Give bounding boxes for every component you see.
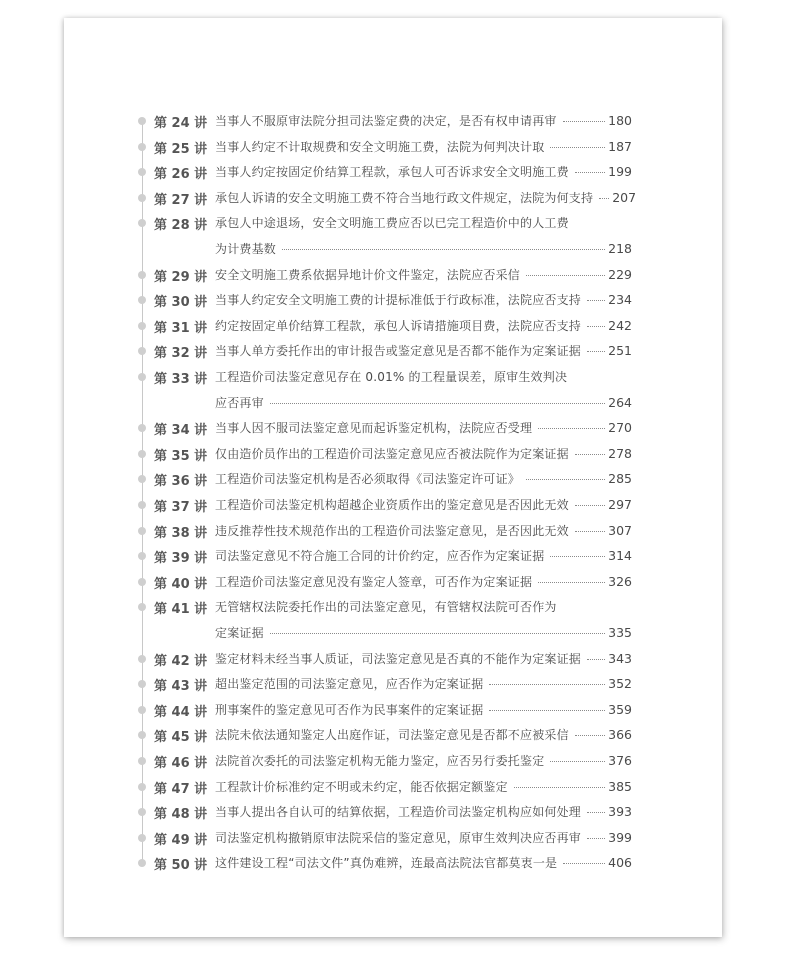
toc-entry[interactable] [64, 340, 722, 362]
dot-leader [526, 274, 605, 276]
lecture-number: 第 24 讲 [154, 116, 208, 131]
toc-entry[interactable] [64, 801, 722, 823]
dot-leader [587, 325, 605, 327]
timeline-dot-icon [138, 322, 146, 330]
lecture-title: 无管辖权法院委托作出的司法鉴定意见，有管辖权法院可否作为 [215, 600, 557, 615]
toc-entry[interactable] [64, 366, 722, 388]
timeline-dot-icon [138, 475, 146, 483]
toc-entry[interactable] [64, 776, 722, 798]
lecture-number: 第 26 讲 [154, 167, 208, 183]
lecture-title: 司法鉴定意见不符合施工合同的计价约定，应否作为定案证据 [215, 549, 545, 564]
page-number: 326 [608, 573, 632, 589]
page-number: 251 [608, 343, 632, 359]
timeline-dot-icon [138, 757, 146, 765]
page-number: 393 [608, 804, 632, 820]
lecture-title: 安全文明施工费系依据异地计价文件鉴定，法院应否采信 [215, 267, 521, 282]
lecture-title: 超出鉴定范围的司法鉴定意见，应否作为定案证据 [215, 677, 484, 692]
lecture-title: 应否再审 [215, 395, 264, 410]
toc-line [215, 573, 632, 591]
toc-entry[interactable] [64, 315, 722, 337]
lecture-title: 为计费基数 [215, 242, 277, 256]
lecture-title: 法院首次委托的司法鉴定机构无能力鉴定，应否另行委托鉴定 [215, 754, 545, 768]
page-number: 199 [608, 164, 632, 180]
page-number: 180 [608, 113, 632, 128]
dot-leader [575, 734, 605, 736]
toc-line [215, 189, 637, 207]
timeline-dot-icon [138, 143, 146, 151]
lecture-title: 司法鉴定机构撤销原审法院采信的鉴定意见，原审生效判决应否再审 [215, 830, 582, 845]
timeline-dot-icon [138, 347, 146, 355]
timeline-dot-icon [138, 834, 146, 842]
toc-line [215, 854, 632, 872]
page-number: 242 [608, 317, 632, 333]
table-of-contents [64, 18, 722, 937]
toc-entry[interactable] [64, 264, 722, 286]
dot-leader [587, 837, 605, 839]
toc-line [215, 650, 632, 668]
lecture-title: 当事人约定安全文明施工费的计提标准低于行政标准，法院应否支持 [215, 293, 582, 308]
page-number: 385 [608, 778, 632, 794]
toc-line [215, 291, 632, 309]
timeline-dot-icon [138, 219, 146, 227]
toc-entry[interactable] [64, 827, 722, 849]
lecture-title: 当事人单方委托作出的审计报告或鉴定意见是否都不能作为定案证据 [215, 344, 582, 359]
toc-line [215, 368, 632, 386]
page-number: 218 [608, 241, 632, 256]
page-number: 376 [608, 753, 632, 768]
dot-leader [514, 786, 605, 788]
dot-leader [599, 197, 609, 199]
lecture-number: 第 40 讲 [154, 576, 208, 592]
toc-entry[interactable] [64, 136, 722, 158]
timeline-dot-icon [138, 808, 146, 816]
toc-entry[interactable] [64, 468, 722, 490]
lecture-title: 法院未依法通知鉴定人出庭作证，司法鉴定意见是否都不应被采信 [215, 728, 569, 743]
timeline-dot-icon [138, 424, 146, 432]
toc-line [215, 752, 632, 770]
lecture-title: 约定按固定单价结算工程款，承包人诉请措施项目费，法院应否支持 [215, 318, 582, 333]
page-number: 399 [608, 829, 632, 845]
toc-line [215, 445, 632, 463]
lecture-title: 当事人提出各自认可的结算依据，工程造价司法鉴定机构应如何处理 [215, 805, 582, 820]
lecture-title: 刑事案件的鉴定意见可否作为民事案件的定案证据 [215, 702, 484, 717]
toc-line [215, 138, 632, 156]
toc-entry[interactable] [64, 494, 722, 516]
page-number: 297 [608, 497, 632, 512]
toc-entry-continuation[interactable] [64, 392, 722, 414]
lecture-title: 工程造价司法鉴定意见存在 0.01% 的工程量误差，原审生效判决 [215, 370, 568, 384]
toc-entry[interactable] [64, 724, 722, 746]
toc-entry[interactable] [64, 852, 722, 874]
toc-entry[interactable] [64, 596, 722, 618]
page-number: 335 [608, 625, 632, 640]
toc-entry[interactable] [64, 673, 722, 695]
toc-entry[interactable] [64, 443, 722, 465]
dot-leader [489, 709, 605, 711]
toc-line [215, 829, 632, 847]
page-number: 187 [608, 138, 632, 154]
dot-leader [489, 683, 605, 685]
lecture-number: 第 49 讲 [154, 832, 208, 848]
toc-entry[interactable] [64, 187, 722, 209]
toc-line [215, 317, 632, 335]
dot-leader [550, 555, 605, 557]
toc-entry[interactable] [64, 417, 722, 439]
lecture-title: 承包人中途退场，安全文明施工费应否以已完工程造价中的人工费 [215, 216, 569, 231]
lecture-number: 第 46 讲 [154, 756, 208, 771]
timeline-dot-icon [138, 450, 146, 458]
timeline-dot-icon [138, 168, 146, 176]
lecture-number: 第 36 讲 [154, 474, 208, 490]
lecture-title: 违反推荐性技术规范作出的工程造价司法鉴定意见，是否因此无效 [215, 523, 569, 538]
dot-leader [587, 811, 605, 813]
dot-leader [587, 350, 605, 352]
lecture-number: 第 43 讲 [154, 679, 208, 695]
toc-line [215, 803, 632, 821]
page-number: 406 [608, 855, 632, 871]
dot-leader [526, 478, 605, 480]
timeline-dot-icon [138, 783, 146, 791]
lecture-title: 承包人诉请的安全文明施工费不符合当地行政文件规定，法院为何支持 [215, 190, 594, 205]
page-number: 307 [608, 522, 632, 538]
dot-leader [270, 632, 605, 634]
timeline-dot-icon [138, 706, 146, 714]
toc-entry[interactable] [64, 520, 722, 542]
toc-line [215, 624, 632, 642]
toc-line [215, 342, 632, 360]
lecture-number: 第 37 讲 [154, 500, 208, 515]
lecture-number: 第 38 讲 [154, 525, 208, 541]
toc-line [215, 266, 632, 284]
toc-line [215, 726, 632, 744]
timeline-dot-icon [138, 501, 146, 509]
lecture-number: 第 47 讲 [154, 781, 208, 797]
lecture-number: 第 39 讲 [154, 551, 208, 567]
dot-leader [282, 248, 605, 250]
lecture-title: 当事人约定按固定价结算工程款，承包人可否诉求安全文明施工费 [215, 165, 569, 180]
page-number: 207 [612, 189, 637, 205]
toc-line [215, 547, 632, 565]
toc-line [215, 394, 632, 412]
dot-leader [538, 581, 605, 583]
page-number: 343 [608, 650, 632, 666]
lecture-number: 第 44 讲 [154, 704, 208, 720]
toc-line [215, 214, 632, 232]
lecture-title: 仅由造价员作出的工程造价司法鉴定意见应否被法院作为定案证据 [215, 446, 569, 461]
page-number: 264 [608, 394, 632, 410]
toc-entry-continuation[interactable] [64, 238, 722, 260]
lecture-number: 第 34 讲 [154, 423, 208, 439]
lecture-number: 第 32 讲 [154, 346, 208, 362]
toc-entry[interactable] [64, 161, 722, 183]
lecture-title: 当事人不服原审法院分担司法鉴定费的决定，是否有权申请再审 [215, 114, 557, 128]
dot-leader [575, 504, 605, 506]
lecture-number: 第 25 讲 [154, 141, 208, 157]
page-number: 359 [608, 701, 632, 717]
timeline-dot-icon [138, 296, 146, 304]
lecture-title: 工程造价司法鉴定机构超越企业资质作出的鉴定意见是否因此无效 [215, 498, 569, 512]
lecture-title: 这件建设工程“司法文件”真伪难辨，连最高法院法官都莫衷一是 [215, 856, 558, 871]
page-number: 352 [608, 676, 632, 692]
timeline-dot-icon [138, 117, 146, 125]
lecture-title: 当事人因不服司法鉴定意见而起诉鉴定机构，法院应否受理 [215, 421, 533, 436]
lecture-title: 工程造价司法鉴定意见没有鉴定人签章，可否作为定案证据 [215, 574, 533, 589]
timeline-dot-icon [138, 373, 146, 381]
dot-leader [550, 146, 605, 148]
timeline-dot-icon [138, 655, 146, 663]
toc-line [215, 163, 632, 181]
timeline-dot-icon [138, 552, 146, 560]
timeline-dot-icon [138, 194, 146, 202]
dot-leader [575, 171, 605, 173]
lecture-number: 第 41 讲 [154, 602, 208, 618]
lecture-number: 第 27 讲 [154, 192, 208, 208]
lecture-number: 第 42 讲 [154, 653, 208, 669]
toc-line [215, 112, 632, 130]
toc-line [215, 675, 632, 693]
toc-entry[interactable] [64, 545, 722, 567]
lecture-number: 第 31 讲 [154, 320, 208, 336]
timeline-dot-icon [138, 271, 146, 279]
toc-line [215, 240, 632, 258]
page-number: 366 [608, 727, 632, 743]
timeline-dot-icon [138, 731, 146, 739]
dot-leader [270, 402, 605, 404]
timeline-dot-icon [138, 578, 146, 586]
toc-entry[interactable] [64, 571, 722, 593]
lecture-title: 鉴定材料未经当事人质证，司法鉴定意见是否真的不能作为定案证据 [215, 651, 582, 666]
toc-entry[interactable] [64, 648, 722, 670]
toc-line [215, 778, 632, 796]
toc-line [215, 419, 632, 437]
lecture-number: 第 30 讲 [154, 295, 208, 311]
page-number: 285 [608, 471, 632, 487]
lecture-number: 第 35 讲 [154, 448, 208, 464]
lecture-number: 第 33 讲 [154, 372, 208, 387]
dot-leader [538, 427, 605, 429]
toc-line [215, 496, 632, 514]
toc-line [215, 701, 632, 719]
page-number: 229 [608, 266, 632, 282]
dot-leader [575, 453, 605, 455]
dot-leader [563, 862, 605, 864]
lecture-title: 当事人约定不计取规费和安全文明施工费，法院为何判决计取 [215, 139, 545, 154]
toc-entry[interactable] [64, 750, 722, 772]
lecture-title: 工程款计价标准约定不明或未约定，能否依据定额鉴定 [215, 779, 508, 794]
timeline-dot-icon [138, 859, 146, 867]
lecture-title: 工程造价司法鉴定机构是否必须取得《司法鉴定许可证》 [215, 472, 521, 487]
dot-leader [550, 760, 605, 762]
page-number: 270 [608, 420, 632, 436]
toc-entry[interactable] [64, 212, 722, 234]
timeline-dot-icon [138, 680, 146, 688]
toc-entry[interactable] [64, 699, 722, 721]
dot-leader [575, 530, 605, 532]
lecture-title: 定案证据 [215, 626, 264, 640]
timeline-dot-icon [138, 603, 146, 611]
toc-entry[interactable] [64, 110, 722, 132]
toc-entry[interactable] [64, 289, 722, 311]
dot-leader [563, 120, 606, 122]
dot-leader [587, 299, 605, 301]
toc-line [215, 598, 632, 616]
timeline-dot-icon [138, 527, 146, 535]
toc-entry-continuation[interactable] [64, 622, 722, 644]
lecture-number: 第 45 讲 [154, 730, 208, 746]
page-number: 314 [608, 548, 632, 564]
toc-line [215, 522, 632, 540]
page-number: 234 [608, 292, 632, 308]
lecture-number: 第 29 讲 [154, 269, 208, 285]
lecture-number: 第 28 讲 [154, 218, 208, 234]
lecture-number: 第 48 讲 [154, 807, 208, 823]
page-number: 278 [608, 445, 632, 461]
lecture-number: 第 50 讲 [154, 858, 208, 874]
toc-line [215, 470, 632, 488]
book-page [64, 18, 722, 937]
dot-leader [587, 658, 605, 660]
